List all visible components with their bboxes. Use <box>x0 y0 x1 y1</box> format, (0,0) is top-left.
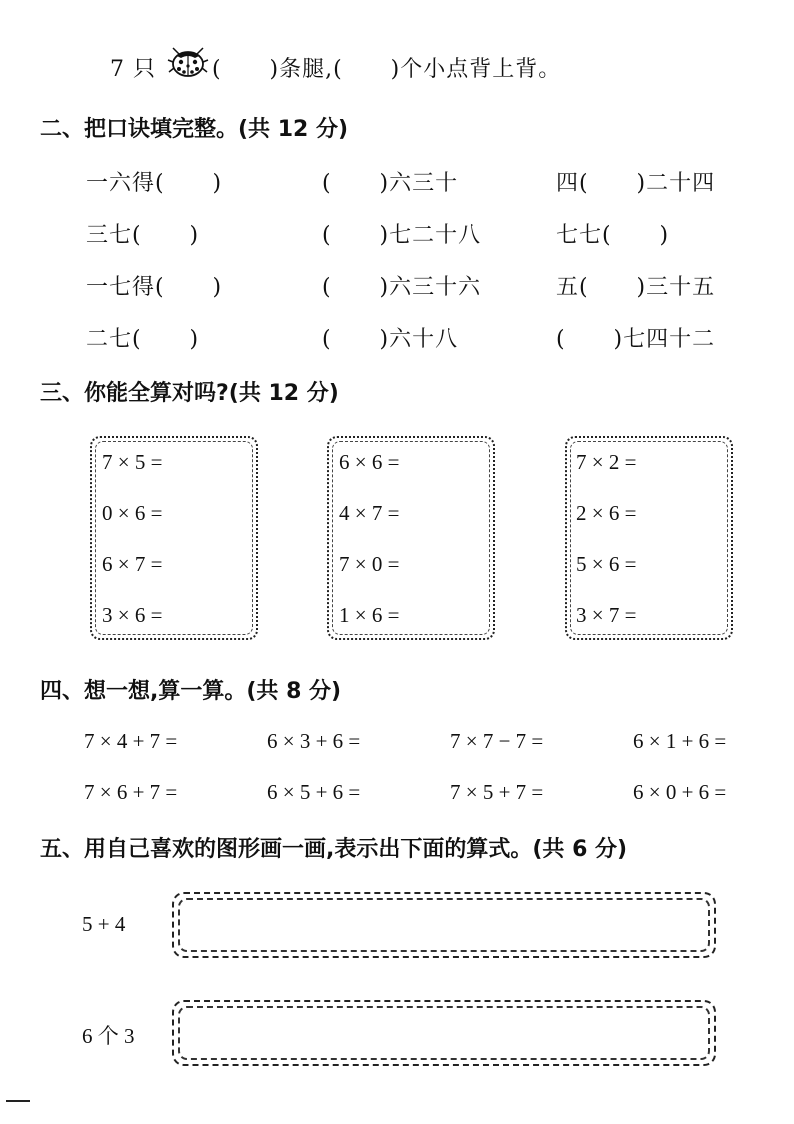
s4-r1-c3: 7 × 7 − 7 = <box>450 729 544 753</box>
calc-3-4: 3 × 7 = <box>576 603 637 627</box>
s2-r2-c1: 三七( ) <box>86 223 200 248</box>
s2-r3-c2: ( )六三十六 <box>322 275 482 300</box>
s2-r2-c3: 七七( ) <box>556 223 670 248</box>
intro-prefix: 7 只 <box>110 57 156 82</box>
s4-r2-c4: 6 × 0 + 6 = <box>633 780 727 804</box>
draw-label-1: 5 + 4 <box>82 912 126 936</box>
calc-3-1: 7 × 2 = <box>576 450 637 474</box>
s2-r2-c2: ( )七二十八 <box>322 223 482 248</box>
s4-r1-c2: 6 × 3 + 6 = <box>267 729 361 753</box>
section3-title: 三、你能全算对吗?(共 12 分) <box>40 381 339 406</box>
s2-r3-c3: 五( )三十五 <box>556 275 716 300</box>
calc-1-2: 0 × 6 = <box>102 501 163 525</box>
calc-2-3: 7 × 0 = <box>339 552 400 576</box>
s2-r1-c2: ( )六三十 <box>322 171 459 196</box>
s2-r4-c3: ( )七四十二 <box>556 327 716 352</box>
calc-1-3: 6 × 7 = <box>102 552 163 576</box>
s4-r2-c1: 7 × 6 + 7 = <box>84 780 178 804</box>
draw-area-1[interactable] <box>172 892 716 958</box>
section2-title: 二、把口诀填完整。(共 12 分) <box>40 117 349 142</box>
section5-title: 五、用自己喜欢的图形画一画,表示出下面的算式。(共 6 分) <box>40 837 628 862</box>
s2-r4-c1: 二七( ) <box>86 327 200 352</box>
calc-1-1: 7 × 5 = <box>102 450 163 474</box>
s2-r4-c2: ( )六十八 <box>322 327 459 352</box>
calc-2-1: 6 × 6 = <box>339 450 400 474</box>
ladybug-icon <box>167 46 209 78</box>
s2-r3-c1: 一七得( ) <box>86 275 223 300</box>
s2-r1-c1: 一六得( ) <box>86 171 223 196</box>
calc-2-4: 1 × 6 = <box>339 603 400 627</box>
page-edge-mark <box>6 1100 30 1102</box>
calc-3-3: 5 × 6 = <box>576 552 637 576</box>
draw-label-2: 6 个 3 <box>82 1024 135 1048</box>
section4-title: 四、想一想,算一算。(共 8 分) <box>40 679 342 704</box>
s2-r1-c3: 四( )二十四 <box>556 171 716 196</box>
s4-r1-c1: 7 × 4 + 7 = <box>84 729 178 753</box>
calc-1-4: 3 × 6 = <box>102 603 163 627</box>
s4-r2-c2: 6 × 5 + 6 = <box>267 780 361 804</box>
s4-r1-c4: 6 × 1 + 6 = <box>633 729 727 753</box>
draw-area-2[interactable] <box>172 1000 716 1066</box>
calc-3-2: 2 × 6 = <box>576 501 637 525</box>
intro-rest: ( )条腿,( )个小点背上背。 <box>212 57 562 82</box>
s4-r2-c3: 7 × 5 + 7 = <box>450 780 544 804</box>
calc-2-2: 4 × 7 = <box>339 501 400 525</box>
